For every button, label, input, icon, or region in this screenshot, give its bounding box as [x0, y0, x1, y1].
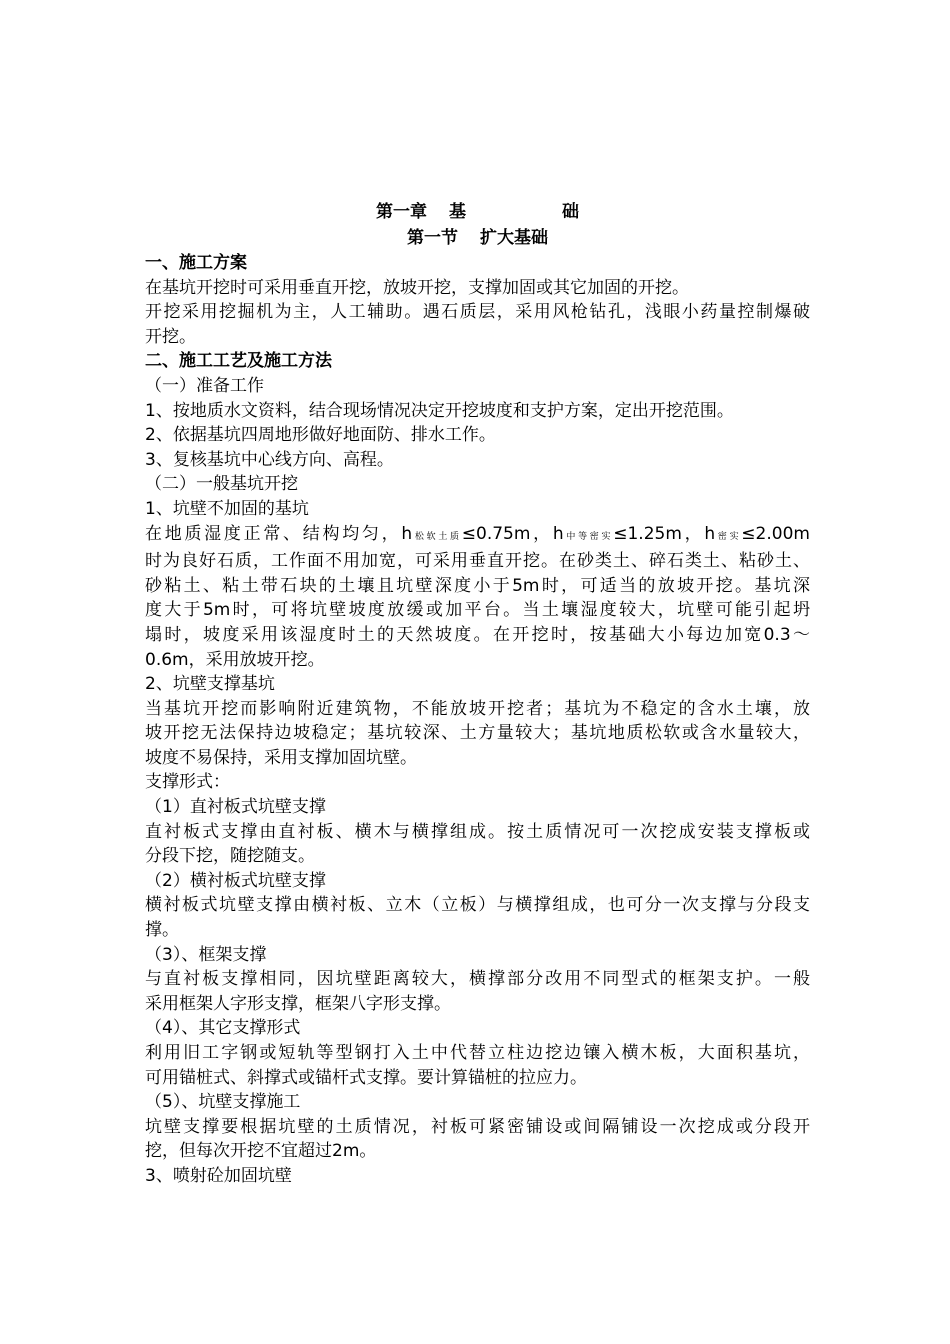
- document-page: [145, 199, 810, 1189]
- subheading-general-excavation: （二）一般基坑开挖: [145, 474, 298, 495]
- formula-subscript: 密实: [715, 531, 742, 542]
- paragraph-line: 横衬板式坑壁支撑由横衬板、立木（立板）与横撑组成，也可分一次支撑与分段支: [145, 895, 810, 916]
- heading-construction-plan: 一、施工方案: [145, 253, 247, 273]
- paragraph-line: 分段下挖，随挖随支。: [145, 846, 315, 867]
- formula-text: ≤1.25m，h: [613, 523, 716, 544]
- paragraph-line: 与直衬板支撑相同，因坑壁距离较大，横撑部分改用不同型式的框架支护。一般: [145, 969, 810, 990]
- paragraph-line: 坡度不易保持，采用支撑加固坑壁。: [145, 747, 417, 768]
- support-type-title: （4）、其它支撑形式: [145, 1018, 301, 1039]
- paragraph-line: 利用旧工字钢或短轨等型钢打入土中代替立柱边挖边镶入横木板，大面积基坑，: [145, 1043, 810, 1063]
- paragraph-line: 开挖。: [145, 326, 196, 347]
- list-item: 2、依据基坑四周地形做好地面防、排水工作。: [145, 425, 496, 446]
- support-type-title: （5）、坑壁支撑施工: [145, 1092, 301, 1113]
- paragraph-line: 在基坑开挖时可采用垂直开挖，放坡开挖，支撑加固或其它加固的开挖。: [145, 277, 689, 298]
- heading-construction-process: 二、施工工艺及施工方法: [145, 351, 332, 372]
- paragraph-line: 挖，但每次开挖不宜超过2m。: [145, 1141, 377, 1162]
- paragraph-line-formula: [145, 522, 810, 550]
- section-number: 第一节: [407, 228, 458, 248]
- subheading-preparation: （一）准备工作: [145, 375, 264, 396]
- paragraph-line: 0.6m，采用放坡开挖。: [145, 649, 325, 670]
- paragraph-line: 坡开挖无法保持边坡稳定；基坑较深、土方量较大；基坑地质松软或含水量较大，: [145, 723, 810, 744]
- paragraph-line: 当基坑开挖而影响附近建筑物，不能放坡开挖者；基坑为不稳定的含水土壤，放: [145, 698, 810, 719]
- support-type-title: （3）、框架支撑: [145, 944, 267, 965]
- section-name: 扩大基础: [480, 228, 548, 248]
- formula-subscript: 松软土质: [412, 531, 462, 542]
- list-item: 1、按地质水文资料，结合现场情况决定开挖坡度和支护方案，定出开挖范围。: [145, 400, 734, 421]
- paragraph-line: 开挖采用挖掘机为主，人工辅助。遇石质层，采用风枪钻孔，浅眼小药量控制爆破: [145, 302, 810, 323]
- paragraph-line: 度大于5m时，可将坑壁坡度放缓或加平台。当土壤湿度较大，坑壁可能引起坍: [145, 600, 810, 621]
- formula-text: ≤0.75m，h: [461, 523, 564, 544]
- formula-text: 在地质湿度正常、结构均匀，h: [145, 523, 413, 544]
- item-title: 2、坑壁支撑基坑: [145, 674, 275, 695]
- section-title: [145, 225, 810, 251]
- support-type-title: （2）横衬板式坑壁支撑: [145, 870, 326, 891]
- list-item: 3、复核基坑中心线方向、高程。: [145, 449, 394, 470]
- paragraph-line: 支撑形式：: [145, 772, 230, 793]
- item-title: 3、喷射砼加固坑壁: [145, 1165, 292, 1186]
- paragraph-line: 直衬板式支撑由直衬板、横木与横撑组成。按土质情况可一次挖成安装支撑板或: [145, 821, 810, 842]
- chapter-number: 第一章: [376, 202, 427, 222]
- chapter-name-first-char: 基: [449, 202, 466, 222]
- paragraph-line: 时为良好石质，工作面不用加宽，可采用垂直开挖。在砂类土、碎石类土、粘砂土、: [145, 551, 810, 572]
- paragraph-line: 撑。: [145, 920, 179, 941]
- chapter-name-second-char: 础: [562, 202, 579, 222]
- paragraph-line: 砂粘土、粘土带石块的土壤且坑壁深度小于5m时，可适当的放坡开挖。基坑深: [145, 575, 810, 596]
- paragraph-line: 可用锚桩式、斜撑式或锚杆式支撑。要计算锚桩的拉应力。: [145, 1067, 587, 1088]
- formula-subscript: 中等密实: [563, 531, 614, 542]
- support-type-title: （1）直衬板式坑壁支撑: [145, 797, 326, 818]
- formula-text: ≤2.00m: [741, 523, 810, 544]
- item-title: 1、坑壁不加固的基坑: [145, 498, 309, 519]
- chapter-title: [145, 199, 810, 225]
- paragraph-line: 坑壁支撑要根据坑壁的土质情况，衬板可紧密铺设或间隔铺设一次挖成或分段开: [145, 1116, 810, 1137]
- paragraph-line: 采用框架人字形支撑，框架八字形支撑。: [145, 993, 451, 1014]
- paragraph-line: 塌时，坡度采用该湿度时土的天然坡度。在开挖时，按基础大小每边加宽0.3～: [145, 624, 810, 645]
